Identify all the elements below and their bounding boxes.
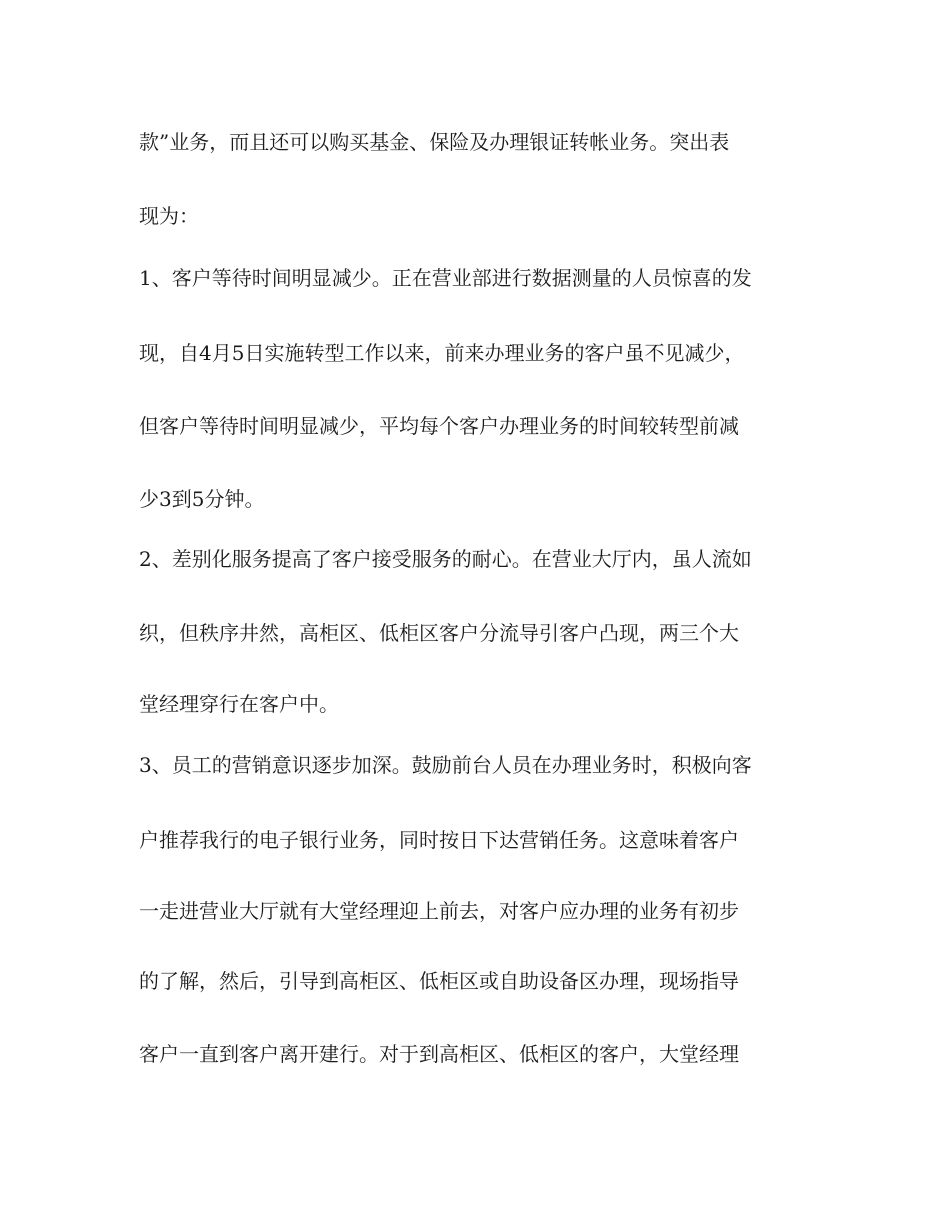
text-line: 堂经理穿行在客户中。 [139, 692, 339, 716]
text-line: 户推荐我行的电子银行业务，同时按日下达营销任务。这意味着客户 [139, 828, 739, 852]
text-line: 现为： [139, 204, 199, 228]
text-line: 少3到5分钟。 [139, 487, 265, 511]
text-line: 2、差别化服务提高了客户接受服务的耐心。在营业大厅内，虽人流如 [139, 547, 752, 571]
text-line: 但客户等待时间明显减少，平均每个客户办理业务的时间较转型前减 [139, 414, 739, 438]
text-line: 织，但秩序井然，高柜区、低柜区客户分流导引客户凸现，两三个大 [139, 621, 739, 645]
text-line: 款”业务，而且还可以购买基金、保险及办理银证转帐业务。突出表 [139, 130, 730, 154]
text-line: 1、客户等待时间明显减少。正在营业部进行数据测量的人员惊喜的发 [139, 266, 752, 290]
text-line: 3、员工的营销意识逐步加深。鼓励前台人员在办理业务时，积极向客 [139, 753, 752, 777]
text-line: 一走进营业大厅就有大堂经理迎上前去，对客户应办理的业务有初步 [139, 899, 739, 923]
text-line: 的了解，然后，引导到高柜区、低柜区或自助设备区办理，现场指导 [139, 969, 739, 993]
text-line: 现，自4月5日实施转型工作以来，前来办理业务的客户虽不见减少， [139, 341, 745, 365]
text-line: 客户一直到客户离开建行。对于到高柜区、低柜区的客户，大堂经理 [139, 1042, 739, 1066]
